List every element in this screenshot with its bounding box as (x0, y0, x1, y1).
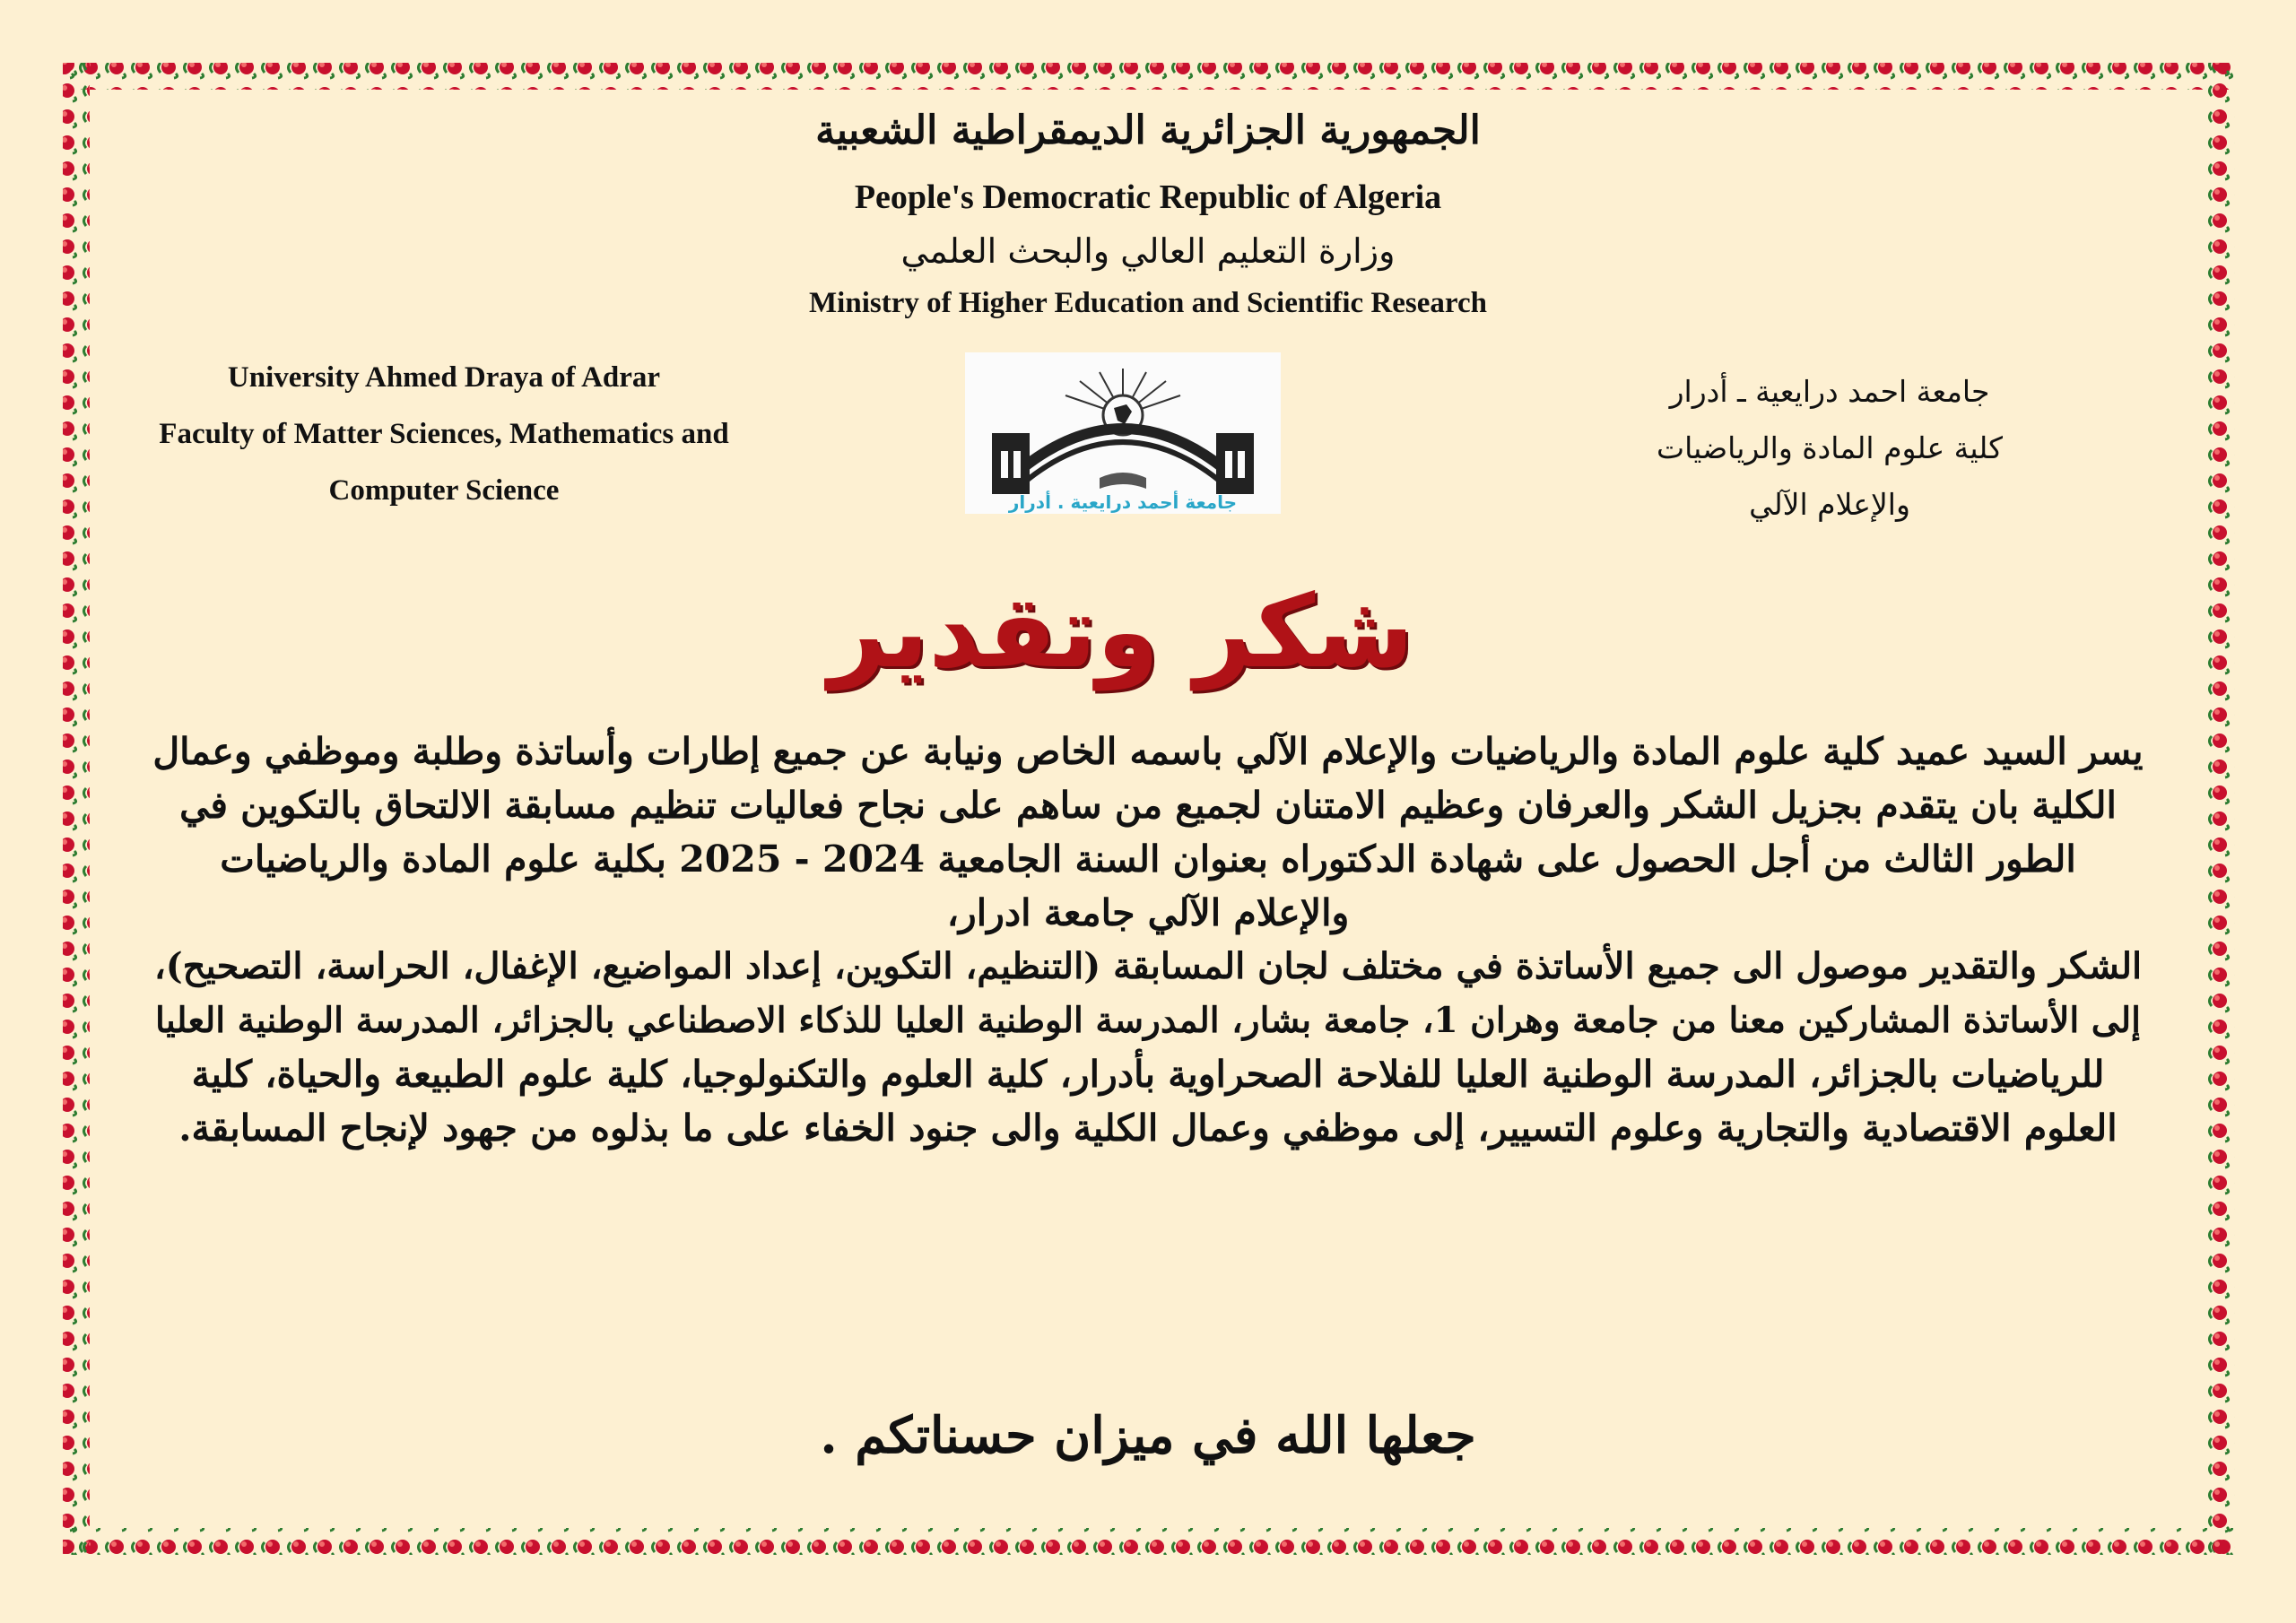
university-emblem-icon (965, 352, 1281, 514)
republic-arabic: الجمهورية الجزائرية الديمقراطية الشعبية (815, 108, 1481, 153)
faculty-name-ar-line2: والإعلام الآلي (1749, 487, 1910, 522)
certificate-title: شكر وتقدير (828, 574, 1414, 690)
paragraph-2-line: العلوم الاقتصادية والتجارية وعلوم التسيير، إلى موظفي وعمال الكلية والى جنود الخفاء على ما بذلوه من جهود لإنجاح المسابقة. (178, 1107, 2118, 1150)
university-info-arabic (1578, 363, 2081, 533)
paragraph-2-line: إلى الأساتذة المشاركين معنا من جامعة وهران 1، جامعة بشار، المدرسة الوطنية العليا للذكاء الاصطناعي بالجزائر، المدرسة الوطنية العليا (154, 1000, 2142, 1041)
logo-caption: جامعة أحمد درايعية . أدرار (1008, 491, 1238, 513)
ministry-arabic: وزارة التعليم العالي والبحث العلمي (900, 231, 1396, 271)
message-body (148, 725, 2148, 1155)
closing-prayer: جعلها الله في ميزان حسناتكم . (820, 1406, 1476, 1465)
faculty-name-en-line2: Computer Science (328, 474, 560, 507)
paragraph-2-line: للرياضيات بالجزائر، المدرسة الوطنية العليا للفلاحة الصحراوية بأدرار، كلية العلوم والتكنولوجيا، كلية علوم الطبيعة والحياة، كلية (191, 1053, 2105, 1096)
university-info-english (117, 350, 771, 519)
ministry-english: Ministry of Higher Education and Scientific Research (809, 287, 1487, 319)
paragraph-2-line: الشكر والتقدير موصول الى جميع الأساتذة في مختلف لجان المسابقة (التنظيم، التكوين، إعداد المواضيع، الإغفال، الحراسة، التصحيح)، (153, 945, 2143, 987)
republic-english: People's Democratic Republic of Algeria (854, 178, 1442, 216)
title-banner (807, 565, 1435, 699)
university-logo (965, 352, 1281, 514)
university-name-en: University Ahmed Draya of Adrar (227, 361, 661, 394)
paragraph-1-line: الطور الثالث من أجل الحصول على شهادة الدكتوراه بعنوان السنة الجامعية 2024 - 2025 بكلية علوم المادة والرياضيات (220, 838, 2076, 881)
paragraph-1-line: الكلية بان يتقدم بجزيل الشكر والعرفان وعظيم الامتنان لجميع من ساهم على نجاح فعاليات تنظيم مسابقة الالتحاق بالتكوين في (179, 784, 2117, 827)
university-name-ar: جامعة احمد درايعية ـ أدرار (1669, 374, 1990, 409)
faculty-name-en-line1: Faculty of Matter Sciences, Mathematics and (159, 418, 729, 450)
paragraph-1-line: يسر السيد عميد كلية علوم المادة والرياضيات والإعلام الآلي باسمه الخاص ونيابة عن جميع إطارات وأساتذة وطلبة وموظفي وعمال (152, 730, 2144, 773)
faculty-name-ar-line1: كلية علوم المادة والرياضيات (1657, 430, 2003, 465)
paragraph-1-line: والإعلام الآلي جامعة ادرار، (946, 891, 1350, 934)
paragraph-2 (148, 940, 2148, 1155)
paragraph-1 (148, 725, 2148, 940)
